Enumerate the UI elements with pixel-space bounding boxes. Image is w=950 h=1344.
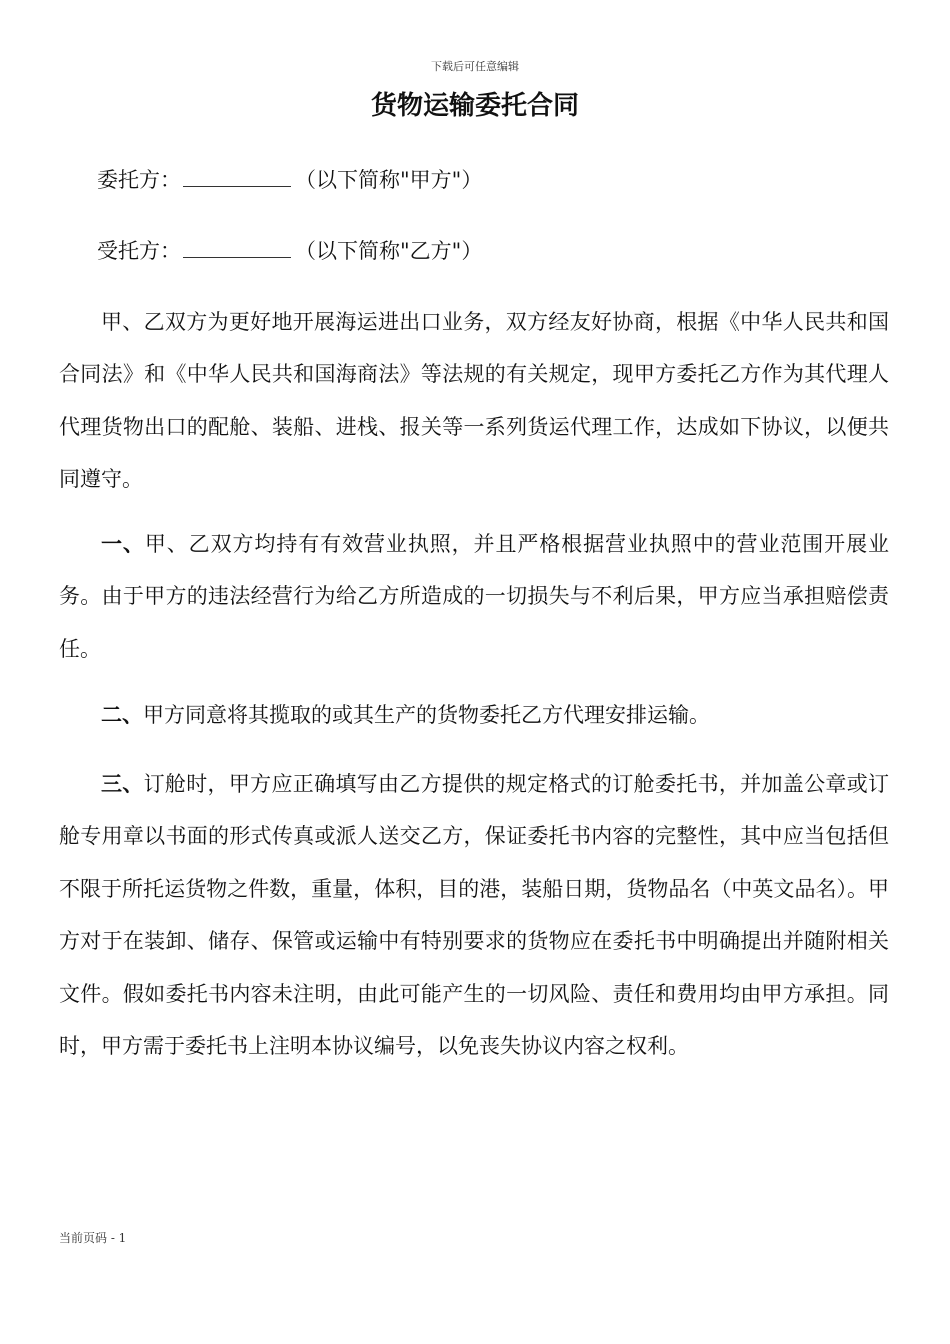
- party-b-label: 受托方：: [97, 239, 181, 263]
- clause-1-text: 甲、乙双方均持有有效营业执照，并且严格根据营业执照中的营业范围开展业务。由于甲方的违法经营行为给乙方所造成的一切损失与不利后果，甲方应当承担赔偿责任。: [59, 532, 890, 661]
- clause-2-number: 二、: [101, 703, 143, 727]
- party-a-line: [97, 162, 482, 196]
- clause-2-text: 甲方同意将其揽取的或其生产的货物委托乙方代理安排运输。: [143, 703, 710, 727]
- party-a-blank-field: [183, 162, 291, 187]
- document-title: 货物运输委托合同: [370, 91, 579, 121]
- clause-1-number: 一、: [101, 532, 145, 556]
- clause-1: [59, 518, 889, 675]
- page-number: 当前页码 - 1: [59, 1231, 127, 1245]
- intro-paragraph: 甲、乙双方为更好地开展海运进出口业务，双方经友好协商，根据《中华人民共和国合同法》和《中华人民共和国海商法》等法规的有关规定，现甲方委托乙方作为其代理人代理货物出口的配舱、装船、进栈、报关等一系列货运代理工作，达成如下协议，以便共同遵守。: [59, 310, 889, 492]
- header-note: 下载后可任意编辑: [431, 60, 519, 73]
- party-a-label: 委托方：: [97, 168, 181, 192]
- clause-2: [59, 689, 889, 741]
- party-b-line: [97, 233, 482, 267]
- clause-3-text: 订舱时，甲方应正确填写由乙方提供的规定格式的订舱委托书，并加盖公章或订舱专用章以书面的形式传真或派人送交乙方，保证委托书内容的完整性，其中应当包括但不限于所托运货物之件数，重量，体积，目的港，装船日期，货物品名（中英文品名）。甲方对于在装卸、储存、保管或运输中有特别要求的货物应在委托书中明确提出并随附相关文件。假如委托书内容未注明，由此可能产生的一切风险、责任和费用均由甲方承担。同时，甲方需于委托书上注明本协议编号，以免丧失协议内容之权利。: [59, 772, 890, 1059]
- party-b-suffix: （以下简称"乙方"）: [295, 239, 483, 263]
- clause-3-number: 三、: [101, 772, 144, 796]
- party-a-suffix: （以下简称"甲方"）: [295, 168, 483, 192]
- clause-3: [59, 758, 889, 1072]
- party-b-blank-field: [183, 233, 291, 258]
